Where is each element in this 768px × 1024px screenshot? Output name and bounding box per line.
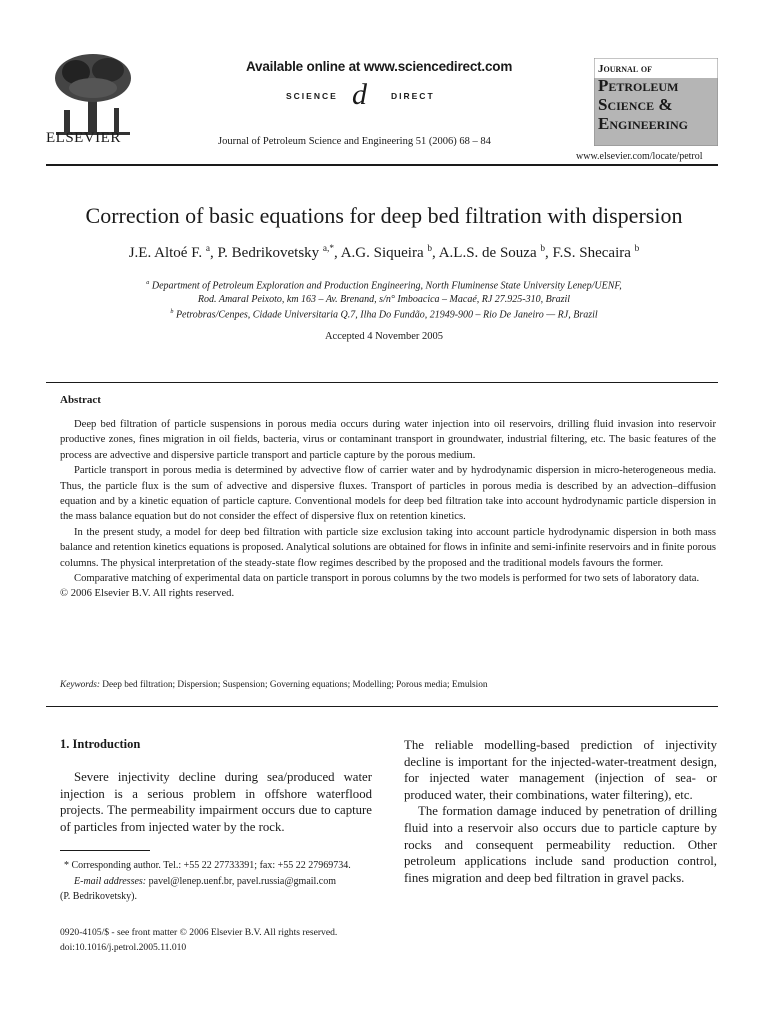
author-affiliation-mark: b bbox=[540, 244, 546, 254]
journal-logo-line: Journal of bbox=[598, 63, 653, 75]
keywords-list: Deep bed filtration; Dispersion; Suspension; Governing equations; Modelling; Porous media; Emulsion bbox=[102, 680, 488, 690]
journal-url-link[interactable]: www.elsevier.com/locate/petrol bbox=[576, 151, 703, 162]
affiliation-mark: a bbox=[146, 279, 150, 286]
author-affiliation-mark: b bbox=[634, 244, 640, 254]
header-divider bbox=[46, 164, 718, 166]
author-list: J.E. Altoé F. $^a$, P. Bedrikovetsky $^{a,*}$, A.G. Siqueira $^b$, A.L.S. de Souza $^b$, F.S. Shecaira $^b$ bbox=[128, 244, 640, 261]
affiliation-mark: b bbox=[170, 308, 174, 315]
journal-reference: Journal of Petroleum Science and Engineering 51 (2006) 68 – 84 bbox=[218, 136, 491, 147]
accepted-date: Accepted 4 November 2005 bbox=[324, 331, 444, 342]
abstract-top-rule bbox=[46, 382, 718, 383]
abstract-heading: Abstract bbox=[60, 394, 101, 406]
section-heading: 1. Introduction bbox=[60, 737, 141, 751]
author-affiliation-mark[interactable]: a,* bbox=[322, 244, 335, 254]
abstract-body bbox=[60, 417, 716, 602]
author-name: F.S. Shecaira bbox=[552, 245, 631, 261]
affiliation-text: Petrobras/Cenpes, Cidade Universitaria Q.7, Ilha Do Fundão, 21949-900 – Rio De Janeiro — RJ, Brazil bbox=[175, 309, 598, 321]
journal-logo-line: Petroleum bbox=[598, 76, 679, 95]
body-paragraph: Severe injectivity decline during sea/produced water injection is a serious problem in offshore waterflood projects. The permeability impairment occurs due to capture of particles from injected water by the rock. bbox=[60, 770, 372, 834]
abstract-bottom-rule bbox=[46, 706, 718, 707]
author-name: P. Bedrikovetsky bbox=[217, 245, 320, 261]
issn-block bbox=[60, 926, 337, 955]
issn-line: 0920-4105/$ - see front matter © 2006 Elsevier B.V. All rights reserved. bbox=[60, 927, 338, 938]
author-affiliation-mark: b bbox=[427, 244, 433, 254]
email-owner: (P. Bedrikovetsky). bbox=[60, 891, 137, 903]
article-title: Correction of basic equations for deep bed filtration with dispersion bbox=[85, 203, 683, 228]
email-note bbox=[60, 874, 372, 890]
copyright-line: © 2006 Elsevier B.V. All rights reserved. bbox=[60, 588, 235, 600]
email-addresses-link[interactable]: pavel@lenep.uenf.br, pavel.russia@gmail.com bbox=[148, 875, 337, 887]
body-paragraph: The formation damage induced by penetration of drilling fluid into a reservoir also occurs due to particle capture by rocks and consequent permeability reduction. Other petroleum applications include sand production control, fines migration and deep bed filtration in gravel packs. bbox=[404, 804, 717, 885]
keywords-line bbox=[60, 680, 488, 690]
footnotes bbox=[60, 858, 372, 905]
body-paragraph: The reliable modelling-based prediction of injectivity decline is important for the injected-water-treatment design, for injected water management (injection of sea- or produced water, their combinations, water filtering), etc. bbox=[404, 738, 717, 802]
affiliation-b bbox=[0, 308, 768, 320]
publisher-name: ELSEVIER bbox=[46, 130, 121, 146]
author-name: A.L.S. de Souza bbox=[438, 245, 537, 261]
journal-logo-line: Science & bbox=[598, 95, 673, 114]
sciencedirect-d-mark: d bbox=[352, 78, 367, 111]
right-column bbox=[404, 737, 717, 886]
sciencedirect-science-word: SCIENCE bbox=[286, 91, 338, 101]
abstract-paragraph: In the present study, a model for deep bed filtration with particle size exclusion taking into account particle hydrodynamic dispersion in both mass balance and retention kinetics equations is proposed. Analytical solutions are obtained for flows in infinite and semi-infinite reservoirs and in finite porous columns. The physical interpretation of the steady-state flow regimes described by the proposed and the traditional models favours the former. bbox=[60, 526, 716, 569]
email-label: E-mail addresses: bbox=[74, 875, 147, 887]
available-online-text: Available online at www.sciencedirect.com bbox=[246, 59, 513, 74]
author-name: A.G. Siqueira bbox=[340, 245, 424, 261]
footnote-rule bbox=[60, 850, 150, 851]
author-affiliation-mark: a bbox=[205, 244, 210, 254]
sciencedirect-logo bbox=[286, 78, 456, 112]
journal-logo-line: Engineering bbox=[598, 114, 689, 133]
keywords-label: Keywords: bbox=[60, 680, 100, 690]
abstract-paragraph: Comparative matching of experimental data on particle transport in porous columns by the two models is performed for two sets of laboratory data. bbox=[74, 573, 700, 585]
abstract-paragraph: Particle transport in porous media is determined by advective flow of carrier water and by hydrodynamic dispersion in micro-heterogeneous media. Thus, the particle flux is the sum of advective and dispersive fluxes. Transport of particles in porous media is described by an advection–diffusion equation and by a kinetic equation of particle capture. Conventional models for deep bed filtration take into account hydrodynamic particle dispersion in the mass balance equation but do not consider the effect of dispersive flux on retention kinetics. bbox=[60, 465, 716, 523]
sciencedirect-direct-word: DIRECT bbox=[391, 91, 435, 101]
doi-link[interactable]: doi:10.1016/j.petrol.2005.11.010 bbox=[60, 941, 187, 953]
affiliation-a-address: Rod. Amaral Peixoto, km 163 – Av. Brenand, s/n° Imboacica – Macaé, RJ 27.925-310, Brazil bbox=[197, 294, 571, 305]
corresponding-author-note: * Corresponding author. Tel.: +55 22 27733391; fax: +55 22 27969734. bbox=[64, 860, 351, 871]
author-name: J.E. Altoé F. bbox=[128, 245, 203, 261]
affiliation-text: Department of Petroleum Exploration and Production Engineering, North Fluminense State University Lenep/UENF, bbox=[151, 280, 622, 292]
left-column bbox=[60, 769, 372, 835]
journal-logo bbox=[594, 58, 718, 146]
abstract-paragraph: Deep bed filtration of particle suspensions in porous media occurs during water injection into oil reservoirs, drilling fluid invasion into reservoir productive zones, fines migration in oil fields, bacteria, virus or contaminant transport in groundwater, industrial filtering, etc. The basic features of the process are advective and dispersive particle transport and particle capture by the porous medium. bbox=[60, 419, 716, 461]
affiliation-a bbox=[0, 279, 768, 291]
